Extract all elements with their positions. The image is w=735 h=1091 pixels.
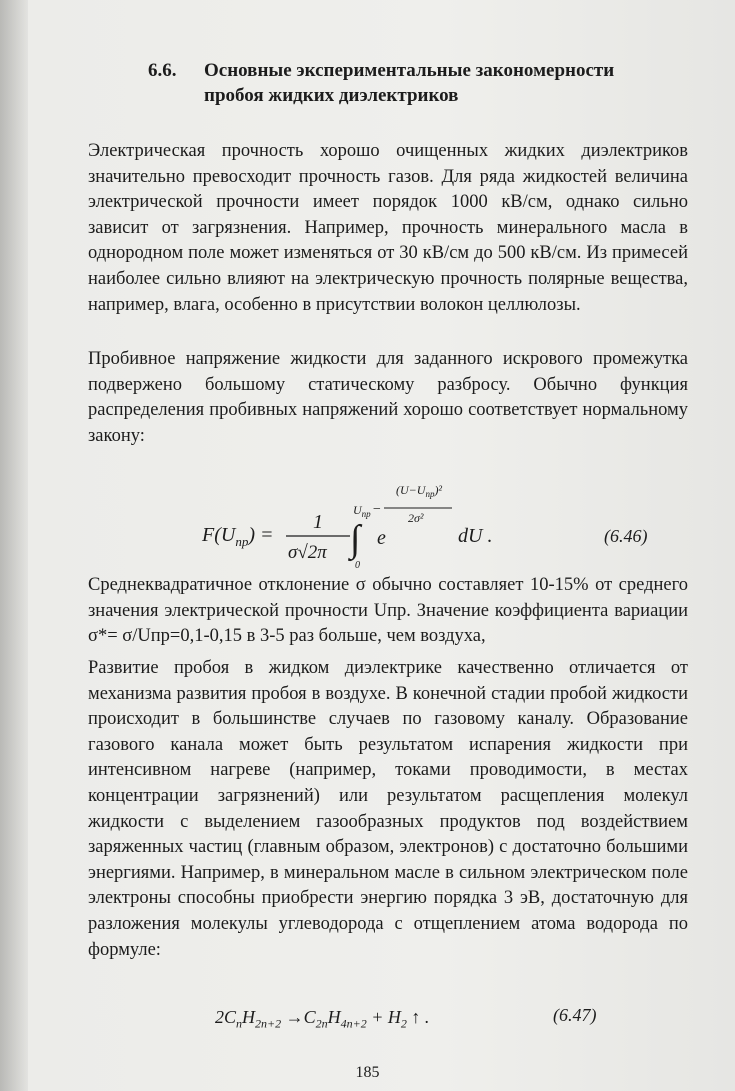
exp-base: e — [377, 527, 386, 549]
page-number: 185 — [355, 1064, 380, 1081]
paragraph-text: Среднеквадратичное отклонение σ обычно составляет 10-15% от среднего значения электрической прочности Uпр. Значение коэффициента вариации σ*= σ/Uпр=0,1-0,15 в 3-5 раз больше, чем воздуха, — [88, 575, 688, 647]
integral-lower-limit: 0 — [355, 560, 360, 570]
formula-6-46 — [190, 470, 690, 570]
formula-term: C — [303, 1007, 316, 1027]
equation-number-6-46: (6.46) — [604, 526, 648, 546]
paragraph-3 — [88, 573, 688, 650]
integral-sign: ∫ — [350, 518, 361, 560]
formula-term: + H — [366, 1007, 401, 1027]
section-number: 6.6. — [148, 60, 177, 81]
paragraph-text: Развитие пробоя в жидком диэлектрике качественно отличается от механизма развития пробоя в воздухе. В конечной стадии пробой жидкости происходит в большинстве случаев по газовому каналу. Образование газового канала может быть результатом испарения жидкости при интенсивном нагреве (например, токами проводимости, в местах концентрации загрязнений) или результатом расщепления молекул жидкости с выделением газообразных продуктов под воздействием заряженных частиц (главным образом, электронов) с достаточно большими энергиями. Например, в минеральном масле в сильном электрическом поле электроны способны приобрести энергию порядка 3 эВ, достаточную для разложения молекулы углеводорода с отщеплением атома водорода по формуле: — [88, 658, 688, 960]
formula-term: H — [242, 1007, 256, 1027]
formula-sub: 2 — [400, 1016, 407, 1031]
formula-sub: n — [236, 1016, 243, 1031]
reaction-arrow: → — [285, 1007, 304, 1027]
integral-upper-limit: $U_{пр}$ — [353, 503, 371, 519]
fraction-denominator: σ√2π — [288, 542, 327, 563]
formula-sub: 4n+2 — [340, 1016, 367, 1031]
exp-denominator: 2σ² — [408, 511, 424, 525]
formula-term: 2C — [215, 1007, 237, 1027]
formula-6-47 — [215, 1007, 429, 1032]
formula-lhs: $F(U_{пр})$ = — [202, 524, 274, 549]
equation-number-6-47: (6.47) — [553, 1005, 597, 1025]
page-gutter-shadow — [0, 0, 28, 1091]
formula-term: H — [327, 1007, 341, 1027]
formula-term: ↑ . — [406, 1007, 430, 1027]
section-title-line1: Основные экспериментальные закономерности — [204, 60, 615, 81]
formula-sub: 2n — [315, 1016, 328, 1031]
formula-sub: 2n+2 — [255, 1016, 282, 1031]
exp-numerator: $(U-U_{пр})^2$ — [396, 483, 443, 499]
paragraph-4 — [88, 656, 688, 963]
fraction-numerator: 1 — [313, 511, 323, 533]
exp-sign: − — [372, 502, 382, 517]
section-title-line2: пробоя жидких диэлектриков — [204, 85, 459, 106]
paragraph-text: Пробивное напряжение жидкости для заданного искрового промежутка подвержено большому статическому разбросу. Обычно функция распределения пробивных напряжений хорошо соответствует нормальному закону: — [88, 349, 688, 446]
differential: dU . — [458, 525, 493, 547]
paragraph-text: Электрическая прочность хорошо очищенных жидких диэлектриков значительно превосходит прочность газов. Для ряда жидкостей величина электрической прочности имеет порядок 1000 кВ/см, однако сильно зависит от загрязнения. Например, прочность минерального масла в однородном поле может изменяться от 30 кВ/см до 500 кВ/см. Из примесей наиболее сильно влияют на электрическую прочность полярные вещества, например, влага, особенно в присутствии волокон целлюлозы. — [88, 141, 688, 315]
paragraph-2 — [88, 347, 688, 449]
paragraph-1 — [88, 139, 688, 318]
